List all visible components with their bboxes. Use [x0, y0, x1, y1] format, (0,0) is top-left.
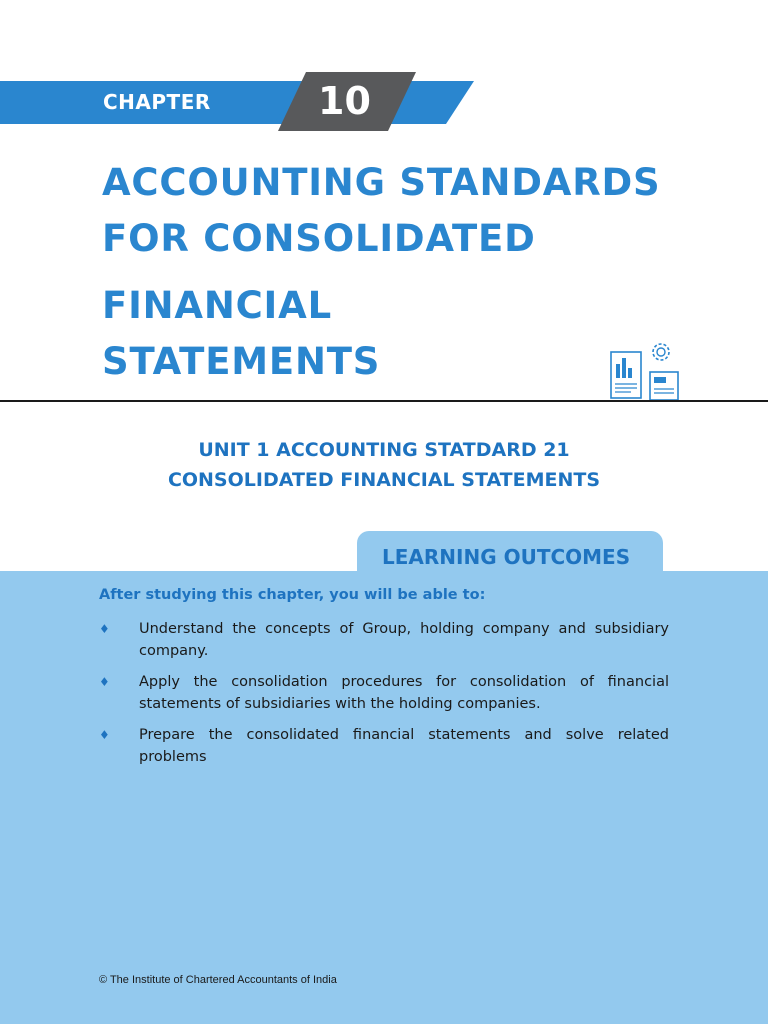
financial-report-icon [606, 338, 682, 402]
learning-outcomes-title: LEARNING OUTCOMES [382, 545, 631, 569]
copyright-footer: © The Institute of Chartered Accountants of India [99, 974, 337, 986]
chapter-label: CHAPTER [103, 90, 211, 114]
diamond-bullet-icon: ♦ [99, 728, 110, 742]
chapter-title-line-3: FINANCIAL [102, 284, 332, 327]
chapter-title-line-4: STATEMENTS [102, 340, 381, 383]
list-item-text: Prepare the consolidated financial statements and solve related problems [139, 727, 669, 765]
chapter-title-line-1: ACCOUNTING STANDARDS [102, 161, 661, 204]
list-item-text: Apply the consolidation procedures for consolidation of financial statements of subsidiaries with the holding companies. [139, 674, 669, 712]
list-item-text: Understand the concepts of Group, holding company and subsidiary company. [139, 621, 669, 659]
chapter-title-line-2: FOR CONSOLIDATED [102, 217, 536, 260]
unit-title-line-2: CONSOLIDATED FINANCIAL STATEMENTS [167, 469, 601, 491]
diamond-bullet-icon: ♦ [99, 622, 110, 636]
title-divider [0, 400, 768, 402]
chapter-number-badge [0, 0, 768, 140]
diamond-bullet-icon: ♦ [99, 675, 110, 689]
unit-title-line-1: UNIT 1 ACCOUNTING STATDARD 21 [198, 439, 570, 461]
learning-outcomes-intro: After studying this chapter, you will be able to: [99, 587, 486, 603]
chapter-number: 10 [318, 79, 371, 123]
